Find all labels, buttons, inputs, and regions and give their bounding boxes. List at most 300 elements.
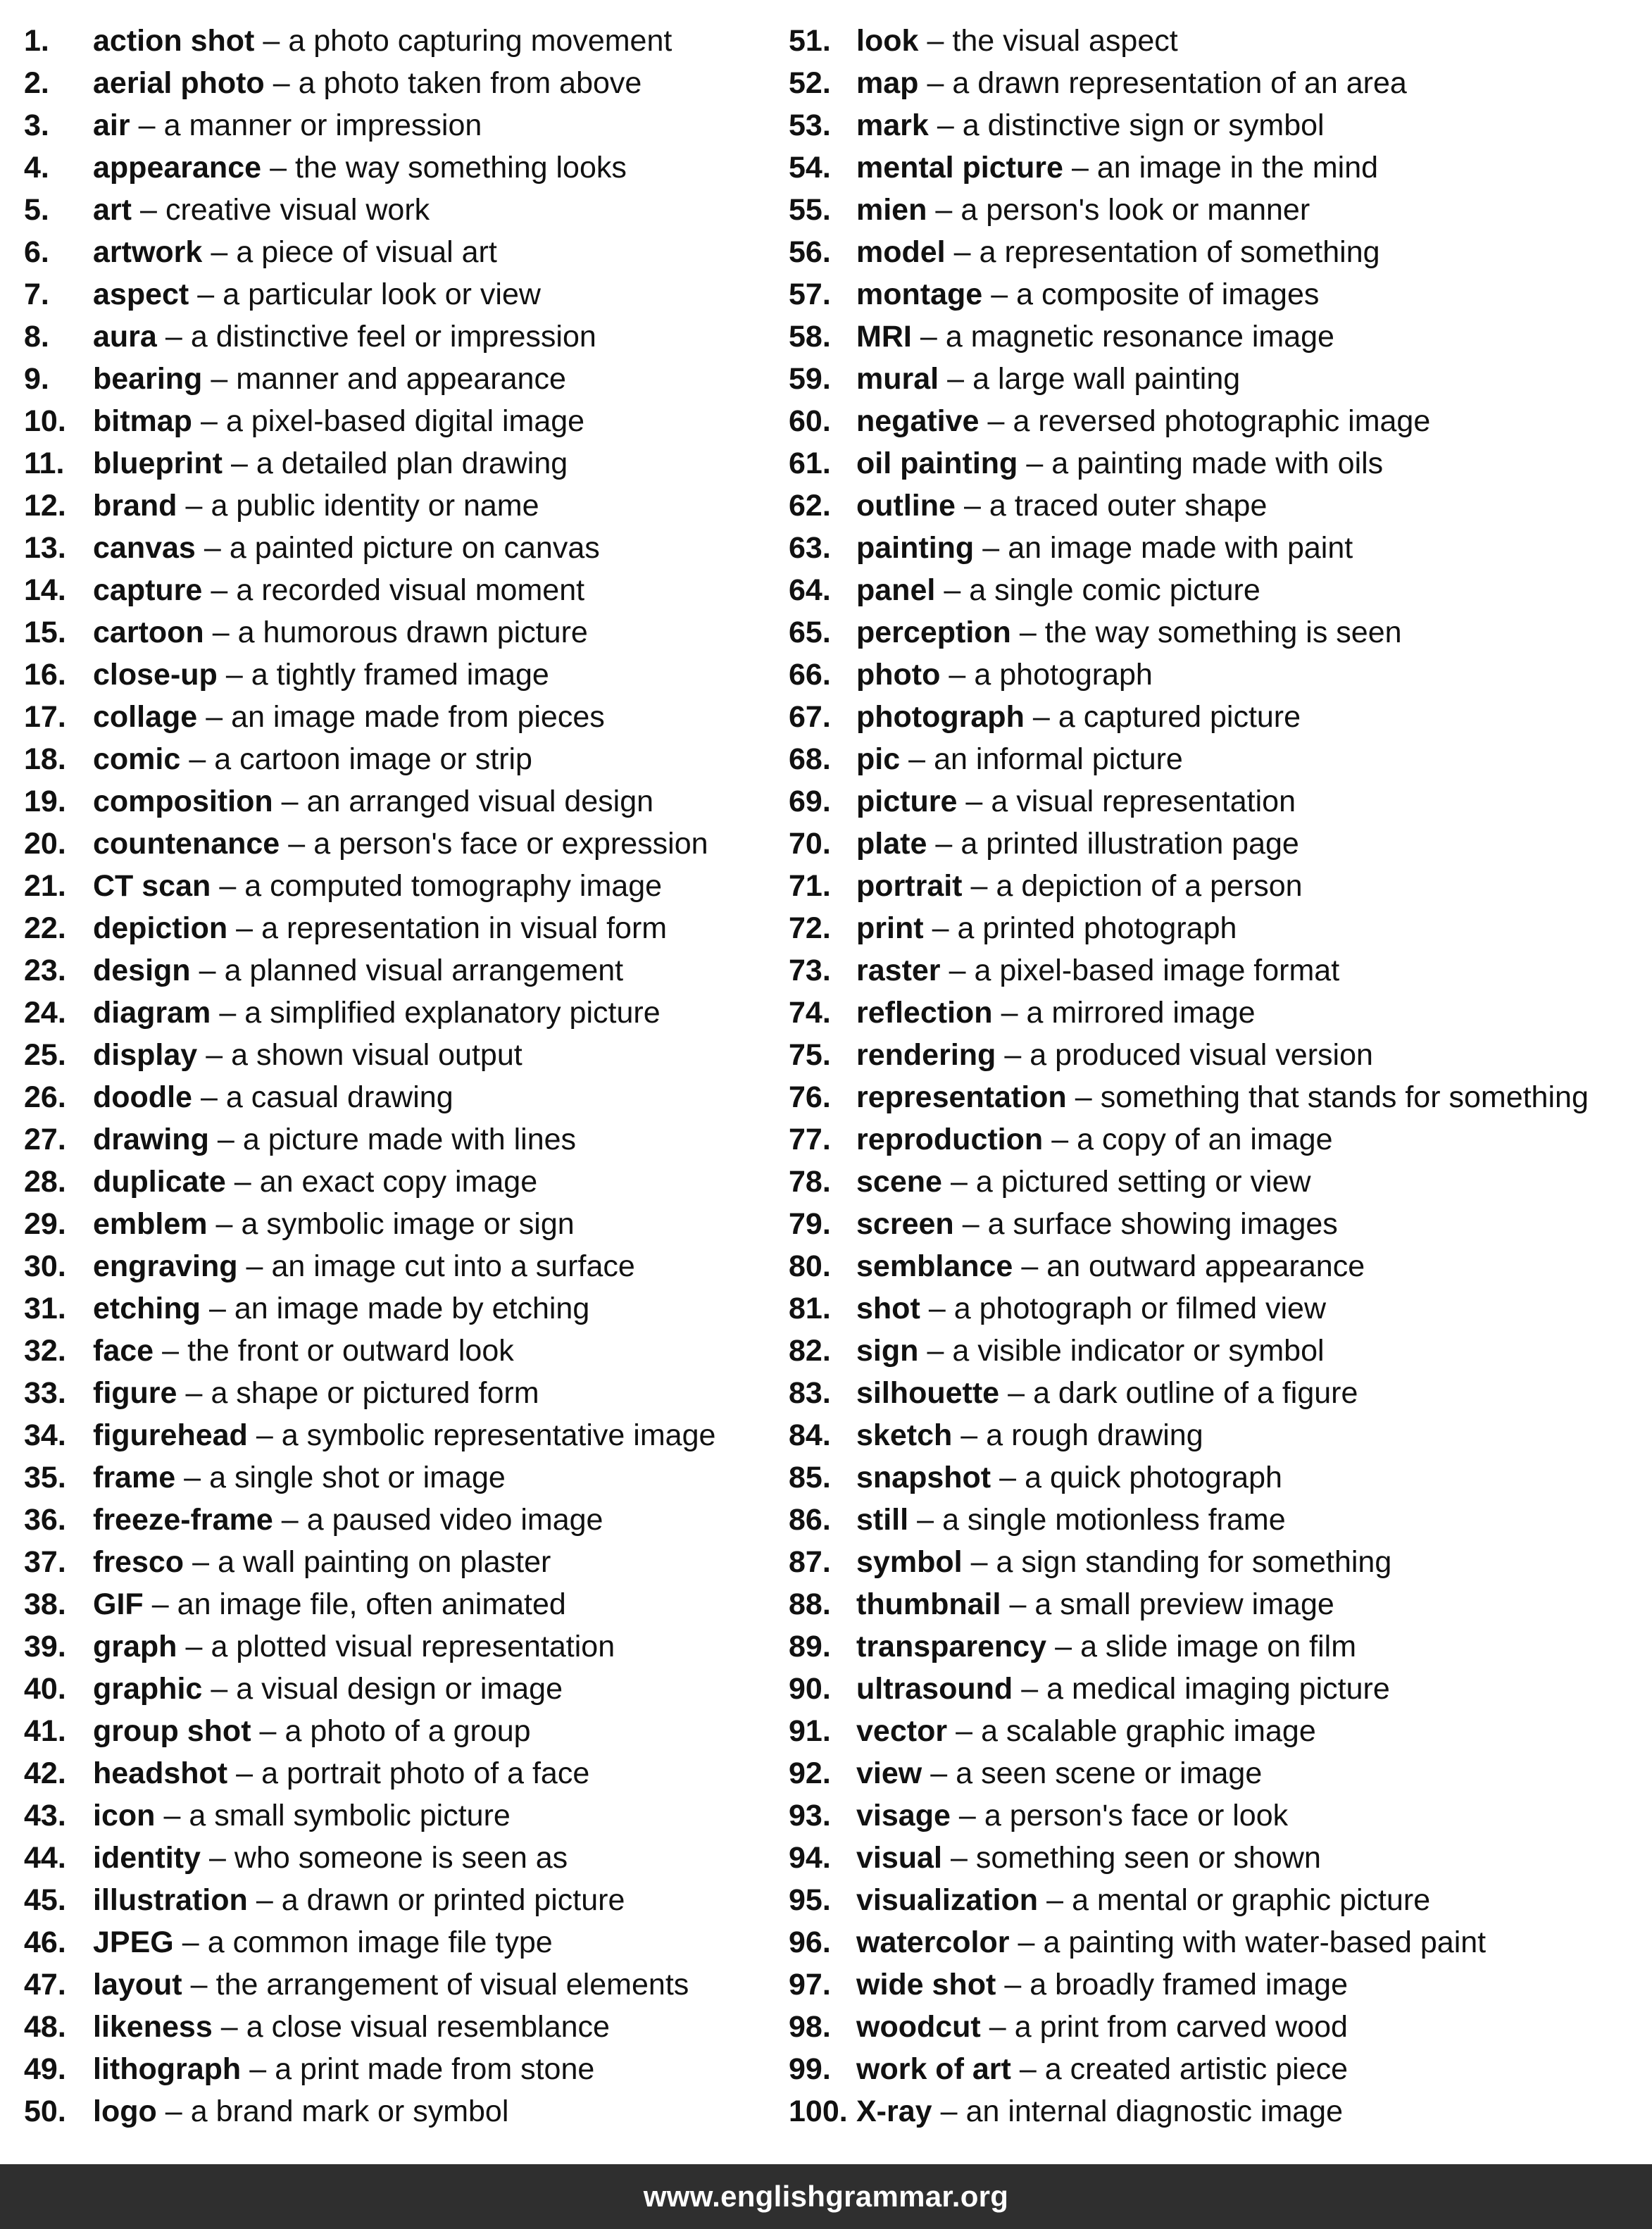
item-definition: a public identity or name xyxy=(211,489,539,523)
item-definition: the arrangement of visual elements xyxy=(215,1968,689,2002)
item-definition: a copy of an image xyxy=(1077,1123,1333,1156)
list-item xyxy=(789,1921,1648,1963)
item-number: 69. xyxy=(789,785,831,818)
item-definition: an image file, often animated xyxy=(177,1587,566,1621)
item-separator: – xyxy=(200,404,218,438)
list-item xyxy=(789,1583,1648,1625)
item-word: raster xyxy=(856,954,941,987)
item-separator: – xyxy=(970,869,988,903)
list-item xyxy=(789,189,1648,231)
item-number: 23. xyxy=(24,954,66,987)
list-item xyxy=(789,1245,1648,1287)
item-word: snapshot xyxy=(856,1461,991,1494)
item-definition: a person's look or manner xyxy=(960,193,1310,227)
item-word: aspect xyxy=(93,277,189,311)
list-item xyxy=(789,1963,1648,2006)
item-definition: a mirrored image xyxy=(1026,996,1256,1030)
list-item xyxy=(24,1456,777,1499)
item-number: 36. xyxy=(24,1503,66,1537)
item-number: 50. xyxy=(24,2094,66,2128)
item-number: 14. xyxy=(24,573,66,607)
item-word: lithograph xyxy=(93,2052,242,2086)
item-number: 47. xyxy=(24,1968,66,2002)
item-number: 15. xyxy=(24,616,66,649)
item-definition: a medical imaging picture xyxy=(1046,1672,1390,1706)
item-definition: a portrait photo of a face xyxy=(261,1756,590,1790)
item-number: 53. xyxy=(789,108,831,142)
item-word: cartoon xyxy=(93,616,204,649)
item-number: 60. xyxy=(789,404,831,438)
item-number: 39. xyxy=(24,1630,66,1663)
item-word: blueprint xyxy=(93,447,223,480)
item-separator: – xyxy=(219,869,237,903)
list-item xyxy=(789,104,1648,146)
item-separator: – xyxy=(917,1503,934,1537)
list-item xyxy=(24,1287,777,1330)
item-definition: a distinctive feel or impression xyxy=(190,320,596,354)
list-item xyxy=(789,2048,1648,2090)
item-definition: an outward appearance xyxy=(1046,1249,1365,1283)
item-number: 81. xyxy=(789,1292,831,1325)
item-separator: – xyxy=(953,235,971,269)
item-word: perception xyxy=(856,616,1011,649)
item-definition: a recorded visual moment xyxy=(236,573,585,607)
list-item xyxy=(24,1414,777,1456)
item-separator: – xyxy=(200,1080,218,1114)
item-definition: a common image file type xyxy=(207,1925,553,1959)
list-item xyxy=(24,1963,777,2006)
list-item xyxy=(789,654,1648,696)
list-item xyxy=(24,1668,777,1710)
item-separator: – xyxy=(935,827,953,861)
list-item xyxy=(24,316,777,358)
item-number: 49. xyxy=(24,2052,66,2086)
item-definition: a close visual resemblance xyxy=(246,2010,610,2044)
list-item xyxy=(789,358,1648,400)
item-definition: a cartoon image or strip xyxy=(214,742,532,776)
item-word: emblem xyxy=(93,1207,208,1241)
item-number: 10. xyxy=(24,404,66,438)
item-separator: – xyxy=(208,1292,226,1325)
item-separator: – xyxy=(958,1799,976,1832)
item-number: 24. xyxy=(24,996,66,1030)
item-number: 66. xyxy=(789,658,831,692)
item-number: 62. xyxy=(789,489,831,523)
item-word: still xyxy=(856,1503,909,1537)
item-number: 91. xyxy=(789,1714,831,1748)
item-definition: the visual aspect xyxy=(952,24,1178,58)
item-number: 3. xyxy=(24,108,49,142)
item-word: graph xyxy=(93,1630,177,1663)
item-word: montage xyxy=(856,277,983,311)
item-number: 67. xyxy=(789,700,831,734)
item-separator: – xyxy=(263,24,280,58)
item-number: 59. xyxy=(789,362,831,396)
list-item xyxy=(789,696,1648,738)
list-item xyxy=(24,1921,777,1963)
item-separator: – xyxy=(197,277,215,311)
item-number: 71. xyxy=(789,869,831,903)
item-separator: – xyxy=(138,108,156,142)
list-item xyxy=(24,1118,777,1161)
item-number: 20. xyxy=(24,827,66,861)
item-number: 85. xyxy=(789,1461,831,1494)
item-definition: a computed tomography image xyxy=(244,869,663,903)
list-item xyxy=(24,273,777,316)
list-item xyxy=(789,2006,1648,2048)
item-separator: – xyxy=(256,1418,273,1452)
item-definition: a brand mark or symbol xyxy=(190,2094,509,2128)
item-word: likeness xyxy=(93,2010,213,2044)
item-number: 42. xyxy=(24,1756,66,1790)
item-word: headshot xyxy=(93,1756,228,1790)
item-separator: – xyxy=(949,954,966,987)
item-definition: a photo of a group xyxy=(284,1714,531,1748)
item-separator: – xyxy=(970,1545,988,1579)
item-separator: – xyxy=(982,531,1000,565)
list-item xyxy=(789,1118,1648,1161)
item-number: 77. xyxy=(789,1123,831,1156)
item-definition: a surface showing images xyxy=(987,1207,1338,1241)
item-definition: a print made from stone xyxy=(275,2052,595,2086)
item-definition: a printed photograph xyxy=(957,911,1237,945)
item-definition: a casual drawing xyxy=(225,1080,453,1114)
list-item xyxy=(24,1245,777,1287)
item-word: wide shot xyxy=(856,1968,996,2002)
item-number: 35. xyxy=(24,1461,66,1494)
item-word: painting xyxy=(856,531,975,565)
list-item xyxy=(789,1499,1648,1541)
item-definition: an image cut into a surface xyxy=(271,1249,635,1283)
list-item xyxy=(789,992,1648,1034)
item-word: layout xyxy=(93,1968,182,2002)
list-item xyxy=(24,62,777,104)
list-item xyxy=(789,1414,1648,1456)
list-item xyxy=(24,1752,777,1794)
item-word: collage xyxy=(93,700,198,734)
item-word: visual xyxy=(856,1841,942,1875)
item-definition: an internal diagnostic image xyxy=(965,2094,1344,2128)
list-item xyxy=(789,316,1648,358)
item-separator: – xyxy=(949,658,966,692)
item-word: brand xyxy=(93,489,177,523)
list-item xyxy=(24,104,777,146)
item-word: picture xyxy=(856,785,958,818)
item-separator: – xyxy=(256,1883,273,1917)
list-item xyxy=(24,189,777,231)
item-separator: – xyxy=(234,1165,251,1199)
item-word: transparency xyxy=(856,1630,1047,1663)
word-list-column-right xyxy=(789,20,1648,2133)
item-definition: a tightly framed image xyxy=(251,658,549,692)
item-separator: – xyxy=(281,1503,299,1537)
item-number: 29. xyxy=(24,1207,66,1241)
item-definition: creative visual work xyxy=(165,193,430,227)
item-definition: a piece of visual art xyxy=(236,235,497,269)
item-number: 87. xyxy=(789,1545,831,1579)
list-item xyxy=(789,485,1648,527)
item-word: illustration xyxy=(93,1883,248,1917)
item-separator: – xyxy=(947,362,965,396)
item-definition: a mental or graphic picture xyxy=(1072,1883,1431,1917)
item-definition: a single shot or image xyxy=(209,1461,506,1494)
item-definition: an exact copy image xyxy=(259,1165,538,1199)
item-word: graphic xyxy=(93,1672,203,1706)
item-separator: – xyxy=(956,1714,973,1748)
list-item xyxy=(24,2090,777,2133)
item-separator: – xyxy=(1001,996,1018,1030)
item-number: 99. xyxy=(789,2052,831,2086)
item-word: photograph xyxy=(856,700,1025,734)
item-separator: – xyxy=(920,320,937,354)
item-number: 31. xyxy=(24,1292,66,1325)
list-item xyxy=(24,738,777,780)
item-definition: a symbolic representative image xyxy=(281,1418,716,1452)
item-number: 8. xyxy=(24,320,49,354)
item-number: 32. xyxy=(24,1334,66,1368)
list-item xyxy=(789,1330,1648,1372)
item-number: 4. xyxy=(24,151,49,185)
list-item xyxy=(789,1837,1648,1879)
item-separator: – xyxy=(1046,1883,1064,1917)
item-word: display xyxy=(93,1038,198,1072)
item-separator: – xyxy=(246,1249,263,1283)
item-separator: – xyxy=(162,1334,180,1368)
list-item xyxy=(789,1161,1648,1203)
list-item xyxy=(24,611,777,654)
item-separator: – xyxy=(151,1587,169,1621)
list-item xyxy=(789,611,1648,654)
item-definition: a representation of something xyxy=(979,235,1380,269)
item-number: 93. xyxy=(789,1799,831,1832)
item-definition: an image in the mind xyxy=(1096,151,1379,185)
item-number: 74. xyxy=(789,996,831,1030)
item-number: 83. xyxy=(789,1376,831,1410)
item-word: pic xyxy=(856,742,901,776)
list-item xyxy=(789,949,1648,992)
item-number: 44. xyxy=(24,1841,66,1875)
word-list-column-left xyxy=(24,20,777,2133)
item-definition: a depiction of a person xyxy=(996,869,1303,903)
list-item xyxy=(789,738,1648,780)
item-word: map xyxy=(856,66,919,100)
item-word: duplicate xyxy=(93,1165,226,1199)
item-definition: a pixel-based image format xyxy=(974,954,1340,987)
item-number: 96. xyxy=(789,1925,831,1959)
item-separator: – xyxy=(999,1461,1017,1494)
item-word: screen xyxy=(856,1207,954,1241)
item-separator: – xyxy=(927,1334,944,1368)
item-separator: – xyxy=(927,66,944,100)
item-number: 95. xyxy=(789,1883,831,1917)
item-separator: – xyxy=(165,2094,182,2128)
item-definition: a person's face or look xyxy=(984,1799,1289,1832)
item-word: silhouette xyxy=(856,1376,1000,1410)
item-definition: a broadly framed image xyxy=(1030,1968,1348,2002)
item-number: 7. xyxy=(24,277,49,311)
item-separator: – xyxy=(927,24,944,58)
item-separator: – xyxy=(211,235,228,269)
item-definition: a large wall painting xyxy=(972,362,1241,396)
item-separator: – xyxy=(206,700,223,734)
item-separator: – xyxy=(236,1756,254,1790)
item-word: drawing xyxy=(93,1123,209,1156)
list-item xyxy=(789,1034,1648,1076)
item-separator: – xyxy=(1018,1925,1035,1959)
item-word: rendering xyxy=(856,1038,996,1072)
item-separator: – xyxy=(991,277,1008,311)
item-definition: manner and appearance xyxy=(236,362,566,396)
item-separator: – xyxy=(270,151,287,185)
item-separator: – xyxy=(230,447,248,480)
item-separator: – xyxy=(217,1123,234,1156)
item-word: appearance xyxy=(93,151,262,185)
list-item xyxy=(789,146,1648,189)
item-word: mien xyxy=(856,193,927,227)
list-item xyxy=(789,823,1648,865)
item-separator: – xyxy=(225,658,243,692)
item-number: 98. xyxy=(789,2010,831,2044)
item-definition: a slide image on film xyxy=(1080,1630,1357,1663)
item-definition: a sign standing for something xyxy=(996,1545,1392,1579)
item-separator: – xyxy=(219,996,237,1030)
list-item xyxy=(24,442,777,485)
item-separator: – xyxy=(1075,1080,1092,1114)
item-separator: – xyxy=(940,2094,958,2128)
list-item xyxy=(24,485,777,527)
item-definition: a quick photograph xyxy=(1025,1461,1282,1494)
item-separator: – xyxy=(192,1545,210,1579)
item-separator: – xyxy=(190,1968,208,2002)
list-item xyxy=(24,1076,777,1118)
item-word: GIF xyxy=(93,1587,144,1621)
item-definition: an informal picture xyxy=(934,742,1183,776)
item-separator: – xyxy=(211,1672,228,1706)
item-definition: an image made with paint xyxy=(1008,531,1353,565)
item-word: mental picture xyxy=(856,151,1063,185)
item-number: 43. xyxy=(24,1799,66,1832)
item-word: scene xyxy=(856,1165,942,1199)
item-number: 16. xyxy=(24,658,66,692)
item-definition: a single motionless frame xyxy=(942,1503,1286,1537)
item-word: diagram xyxy=(93,996,211,1030)
item-number: 1. xyxy=(24,24,49,58)
item-number: 82. xyxy=(789,1334,831,1368)
item-separator: – xyxy=(206,1038,223,1072)
item-separator: – xyxy=(288,827,306,861)
item-separator: – xyxy=(928,1292,946,1325)
item-definition: a planned visual arrangement xyxy=(224,954,624,987)
item-number: 34. xyxy=(24,1418,66,1452)
item-word: JPEG xyxy=(93,1925,174,1959)
item-word: oil painting xyxy=(856,447,1018,480)
item-separator: – xyxy=(249,2052,267,2086)
item-word: shot xyxy=(856,1292,920,1325)
item-word: aerial photo xyxy=(93,66,265,100)
item-definition: a photograph or filmed view xyxy=(953,1292,1327,1325)
item-definition: the way something is seen xyxy=(1044,616,1402,649)
item-word: thumbnail xyxy=(856,1587,1001,1621)
list-item xyxy=(789,1203,1648,1245)
item-number: 54. xyxy=(789,151,831,185)
item-separator: – xyxy=(950,1165,968,1199)
item-number: 70. xyxy=(789,827,831,861)
item-separator: – xyxy=(937,108,954,142)
list-item xyxy=(789,1710,1648,1752)
item-definition: a photograph xyxy=(974,658,1153,692)
item-separator: – xyxy=(944,573,961,607)
item-separator: – xyxy=(930,1756,948,1790)
item-separator: – xyxy=(220,2010,238,2044)
item-number: 37. xyxy=(24,1545,66,1579)
item-number: 56. xyxy=(789,235,831,269)
list-item xyxy=(789,1625,1648,1668)
item-word: identity xyxy=(93,1841,201,1875)
item-word: visage xyxy=(856,1799,951,1832)
item-separator: – xyxy=(236,911,254,945)
item-definition: a distinctive sign or symbol xyxy=(962,108,1325,142)
item-number: 33. xyxy=(24,1376,66,1410)
item-word: portrait xyxy=(856,869,963,903)
item-number: 89. xyxy=(789,1630,831,1663)
item-separator: – xyxy=(212,616,230,649)
list-item xyxy=(789,273,1648,316)
list-item xyxy=(24,949,777,992)
item-word: figurehead xyxy=(93,1418,248,1452)
item-number: 78. xyxy=(789,1165,831,1199)
item-definition: a painting made with oils xyxy=(1051,447,1384,480)
item-separator: – xyxy=(204,531,221,565)
item-word: negative xyxy=(856,404,980,438)
item-word: composition xyxy=(93,785,273,818)
list-item xyxy=(789,442,1648,485)
item-definition: a pixel-based digital image xyxy=(225,404,585,438)
item-word: aura xyxy=(93,320,157,354)
item-separator: – xyxy=(963,489,981,523)
item-definition: a shown visual output xyxy=(231,1038,522,1072)
item-definition: a visual representation xyxy=(991,785,1296,818)
item-word: countenance xyxy=(93,827,280,861)
item-separator: – xyxy=(989,2010,1006,2044)
item-number: 65. xyxy=(789,616,831,649)
item-word: model xyxy=(856,235,946,269)
item-number: 63. xyxy=(789,531,831,565)
item-definition: a small symbolic picture xyxy=(189,1799,511,1832)
item-separator: – xyxy=(184,1461,201,1494)
item-separator: – xyxy=(1055,1630,1072,1663)
item-word: fresco xyxy=(93,1545,184,1579)
list-item xyxy=(24,2048,777,2090)
item-definition: a magnetic resonance image xyxy=(945,320,1334,354)
item-word: close-up xyxy=(93,658,218,692)
item-word: visualization xyxy=(856,1883,1039,1917)
list-item xyxy=(24,527,777,569)
list-item xyxy=(24,865,777,907)
item-number: 40. xyxy=(24,1672,66,1706)
item-separator: – xyxy=(1004,1968,1022,2002)
item-number: 68. xyxy=(789,742,831,776)
item-word: sign xyxy=(856,1334,919,1368)
item-word: bearing xyxy=(93,362,203,396)
item-separator: – xyxy=(211,573,228,607)
item-number: 72. xyxy=(789,911,831,945)
list-item xyxy=(24,696,777,738)
item-definition: a simplified explanatory picture xyxy=(244,996,661,1030)
item-definition: a shape or pictured form xyxy=(211,1376,539,1410)
list-item xyxy=(24,654,777,696)
item-definition: a printed illustration page xyxy=(960,827,1299,861)
list-item xyxy=(24,1330,777,1372)
